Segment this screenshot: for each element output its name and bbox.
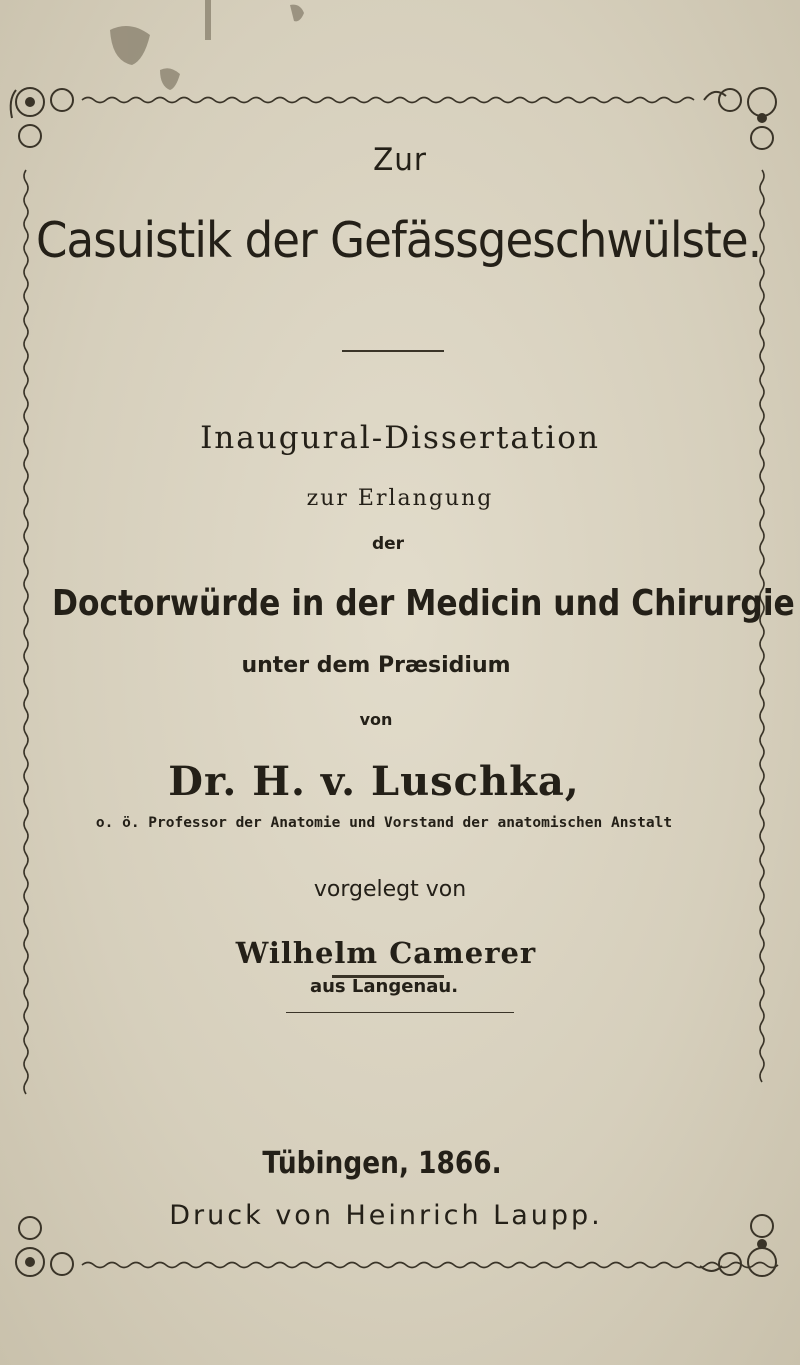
- presidium-line: unter dem Præsidium: [241, 653, 511, 678]
- supervisor-title: o. ö. Professor der Anatomie und Vorstand der anatomischen Anstalt: [95, 815, 673, 831]
- von-line: von: [359, 710, 393, 729]
- divider-rule-lower: [286, 1012, 514, 1013]
- divider-rule: [342, 350, 444, 352]
- supervisor-name: Dr. H. v. Luschka,: [168, 758, 580, 805]
- heading-small: Zur: [373, 142, 427, 178]
- corner-ornament-icon: [11, 88, 73, 147]
- candidate-name: Wilhelm Camerer: [235, 936, 537, 970]
- purpose-line: zur Erlangung: [306, 486, 494, 511]
- main-title: Casuistik der Gefässgeschwülste.: [36, 212, 762, 269]
- submitted-by: vorgelegt von: [313, 877, 467, 902]
- printer-line: Druck von Heinrich Laupp.: [169, 1200, 603, 1231]
- candidate-origin: aus Langenau.: [309, 976, 459, 997]
- degree-line: Doctorwürde in der Medicin und Chirurgie: [52, 583, 795, 624]
- article-line: der: [371, 534, 405, 554]
- dissertation-genre: Inaugural-Dissertation: [200, 420, 600, 456]
- place-year: Tübingen, 1866.: [262, 1146, 502, 1181]
